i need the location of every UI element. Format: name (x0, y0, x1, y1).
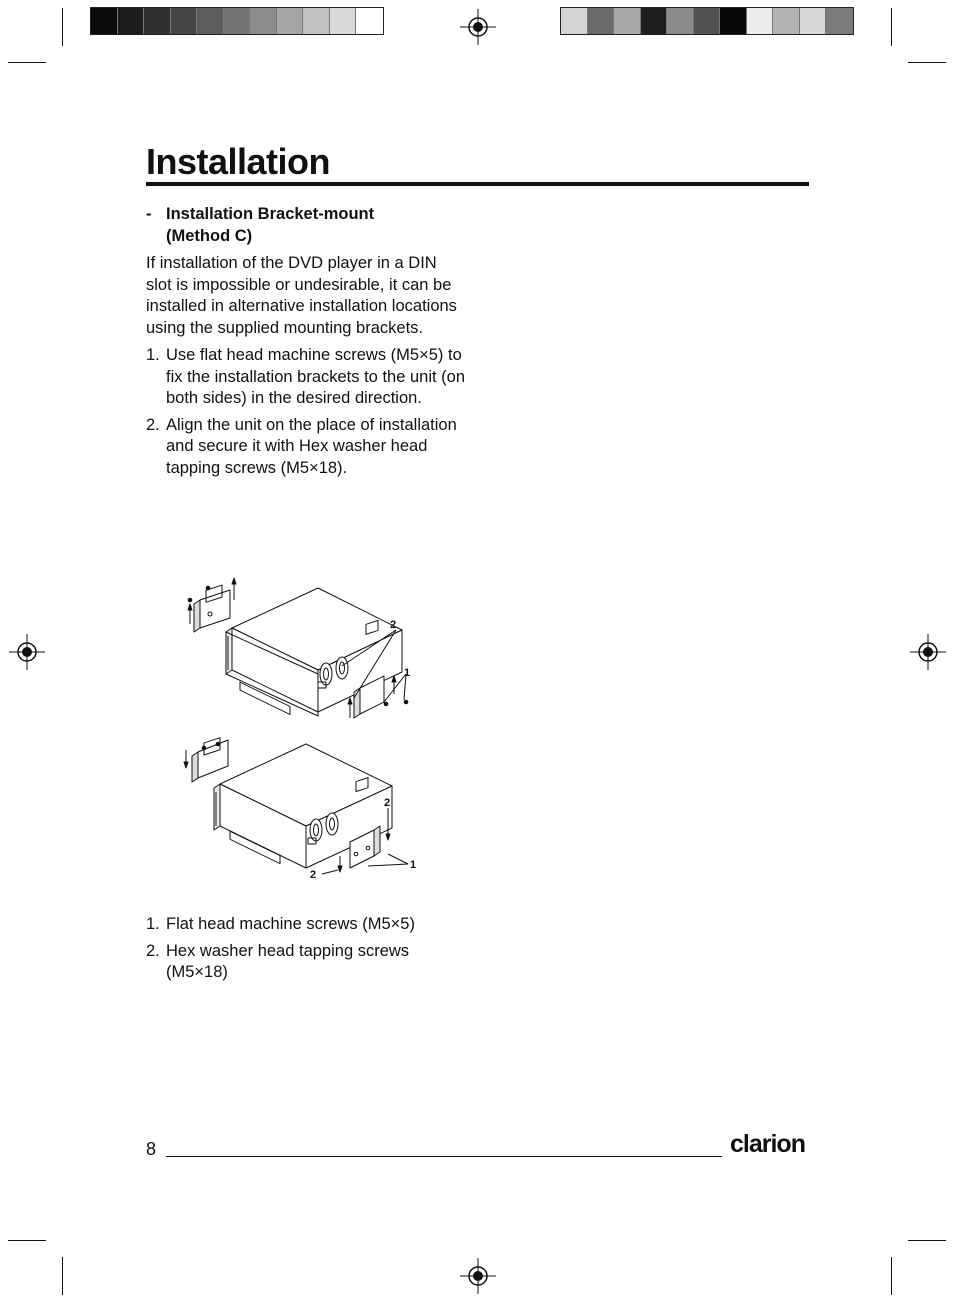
section-heading-dash: - (146, 205, 152, 223)
step-item: 1. Use flat head machine screws (M5×5) to fix the installation brackets to the unit (on both sides) in the desired direction. (146, 346, 465, 407)
color-swatch (588, 8, 615, 34)
lower-assembly (184, 738, 416, 881)
callout-1-upper: 1 (404, 667, 411, 679)
color-swatch (641, 8, 668, 34)
color-swatch (667, 8, 694, 34)
figure-legend (146, 914, 466, 989)
color-swatch (356, 8, 383, 34)
color-swatch (118, 8, 145, 34)
color-swatch (694, 8, 721, 34)
color-swatch (197, 8, 224, 34)
page-number: 8 (146, 1139, 157, 1159)
registration-mark-bottom-icon (460, 1258, 496, 1294)
left-bracket-upper (188, 578, 236, 632)
section-heading (146, 204, 466, 247)
color-swatch (561, 8, 588, 34)
color-swatch (277, 8, 304, 34)
brand-logo: clarion (730, 1130, 805, 1158)
footer-rule (166, 1156, 722, 1157)
color-swatch (250, 8, 277, 34)
title-rule (146, 182, 809, 186)
registration-mark-top-icon (460, 9, 496, 45)
upper-assembly (188, 578, 410, 718)
color-calibration-strip-right (560, 7, 854, 35)
section-heading-text: Installation Bracket-mount (Method C) (166, 205, 375, 245)
callout-2-lower-right: 2 (384, 797, 391, 809)
legend-item: 2. Hex washer head tapping screws (M5×18) (146, 941, 410, 981)
color-swatch (303, 8, 330, 34)
left-bracket-lower (184, 738, 228, 782)
page-title: Installation (146, 141, 331, 182)
color-swatch (144, 8, 171, 34)
bracket-mount-diagram (170, 570, 440, 890)
steps-list (146, 345, 466, 479)
callout-2-lower-left: 2 (310, 869, 317, 881)
color-swatch (91, 8, 118, 34)
registration-mark-left-icon (9, 634, 45, 670)
color-swatch (171, 8, 198, 34)
callout-2-upper: 2 (390, 619, 397, 631)
color-swatch (826, 8, 853, 34)
color-swatch (614, 8, 641, 34)
color-swatch (224, 8, 251, 34)
color-swatch (747, 8, 774, 34)
color-swatch (330, 8, 357, 34)
intro-paragraph: If installation of the DVD player in a DIN slot is impossible or undesirable, it can be installed in alternative installation locations using the supplied mounting brackets. (146, 254, 457, 337)
color-swatch (720, 8, 747, 34)
color-swatch (773, 8, 800, 34)
color-calibration-strip-left (90, 7, 384, 35)
legend-item: 1. Flat head machine screws (M5×5) (146, 915, 415, 933)
color-swatch (800, 8, 827, 34)
callout-1-lower: 1 (410, 859, 417, 871)
registration-mark-right-icon (910, 634, 946, 670)
step-item: 2. Align the unit on the place of installation and secure it with Hex washer head tapping screws (M5×18). (146, 415, 457, 477)
main-content (146, 204, 466, 484)
